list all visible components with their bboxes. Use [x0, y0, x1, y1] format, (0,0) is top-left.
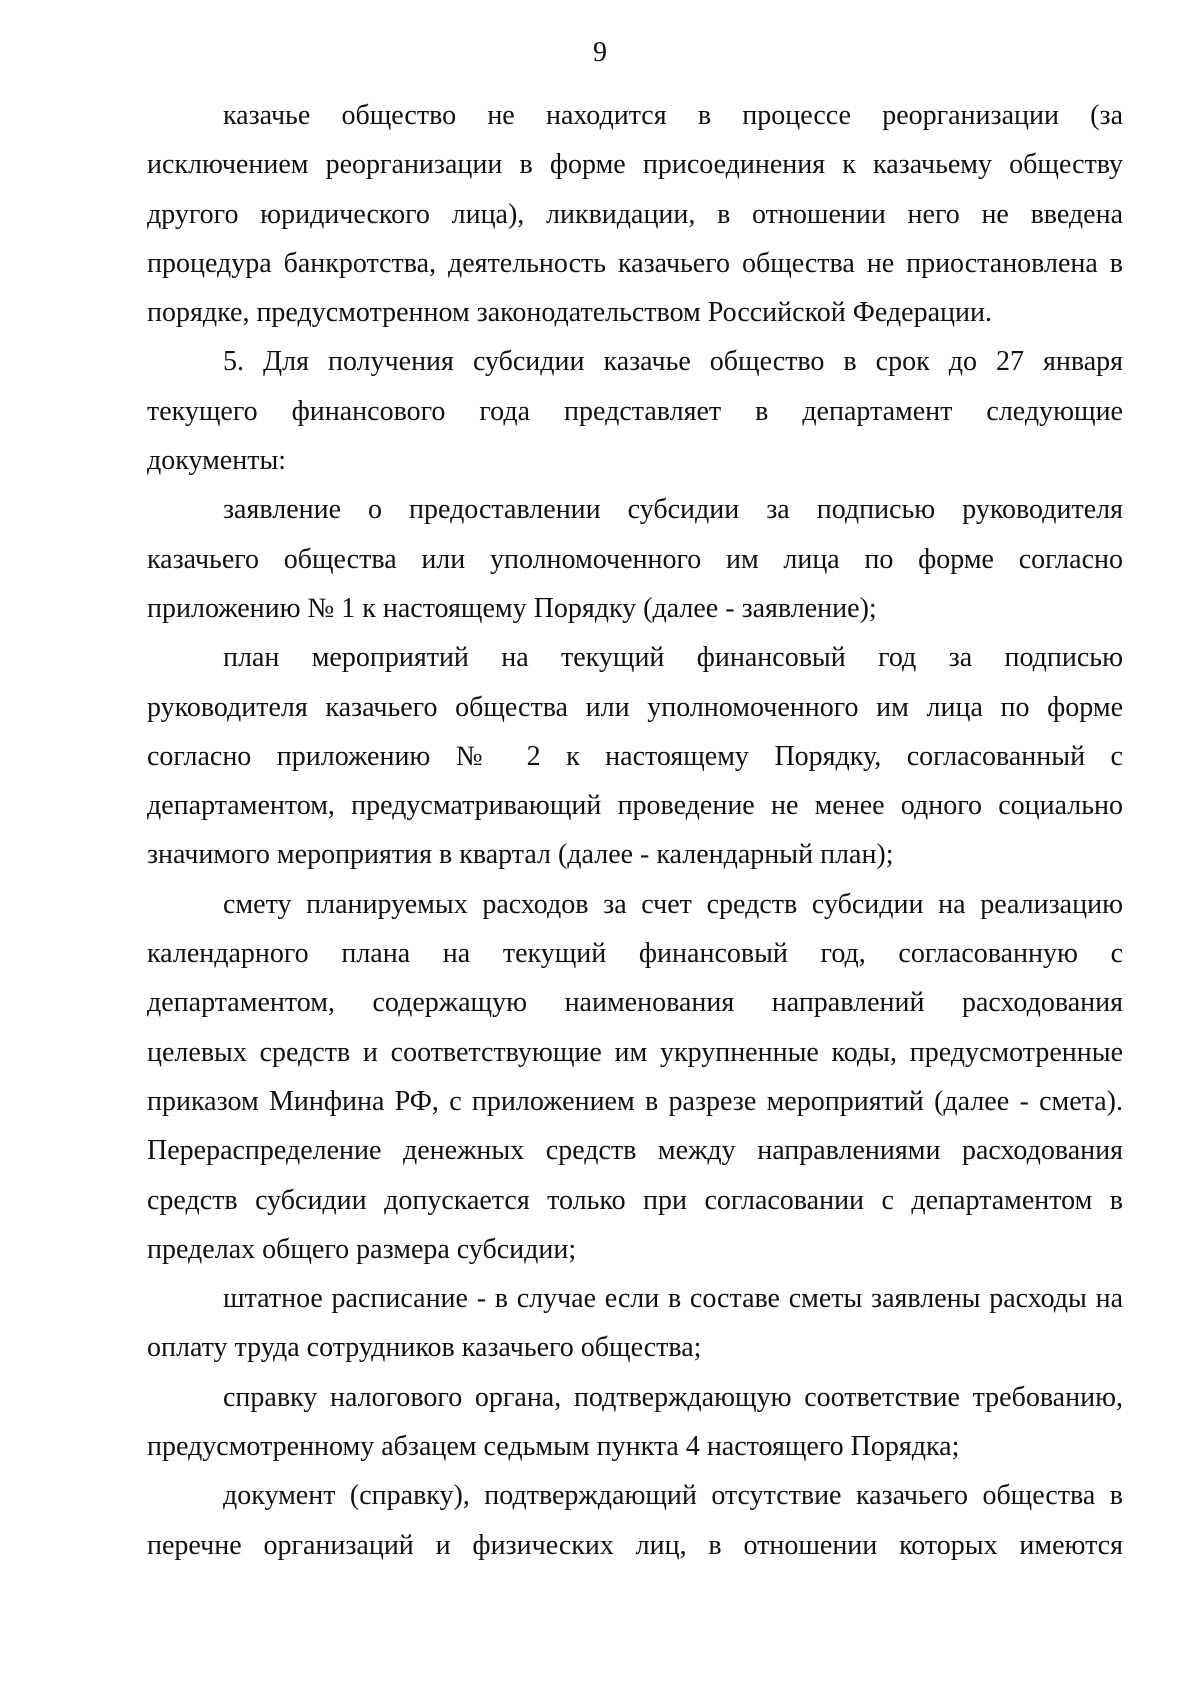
- text-line: план мероприятий на текущий финансовый год за подписью: [223, 642, 1123, 674]
- text-line: перечне организаций и физических лиц, в отношении которых имеются: [147, 1529, 1123, 1561]
- text-line: смету планируемых расходов за счет средств субсидии на реализацию: [223, 888, 1123, 920]
- text-line: календарного плана на текущий финансовый год, согласованную с: [147, 938, 1123, 970]
- text-line: казачье общество не находится в процессе реорганизации (за: [223, 100, 1123, 131]
- text-line: другого юридического лица), ликвидации, в отношении него не введена: [147, 198, 1123, 230]
- text-line: казачьего общества или уполномоченного им лица по форме согласно: [147, 543, 1123, 575]
- text-line: штатное расписание - в случае если в составе сметы заявлены расходы на: [223, 1283, 1123, 1315]
- text-line: исключением реорганизации в форме присоединения к казачьему обществу: [147, 149, 1123, 181]
- text-line: порядке, предусмотренном законодательством Российской Федерации.: [147, 297, 992, 329]
- text-line: документ (справку), подтверждающий отсутствие казачьего общества в: [223, 1480, 1123, 1512]
- text-line: департаментом, предусматривающий проведение не менее одного социально: [147, 790, 1123, 822]
- text-line: целевых средств и соответствующие им укрупненные коды, предусмотренные: [147, 1036, 1123, 1068]
- text-line: предусмотренному абзацем седьмым пункта 4 настоящего Порядка;: [147, 1431, 960, 1463]
- document-body: [147, 91, 1123, 1570]
- text-line: оплату труда сотрудников казачьего общества;: [147, 1332, 702, 1364]
- text-line: приложению № 1 к настоящему Порядку (далее - заявление);: [147, 592, 877, 624]
- text-line: Перераспределение денежных средств между направлениями расходования: [147, 1135, 1123, 1167]
- text-line: согласно приложению № 2 к настоящему Порядку, согласованный с: [147, 740, 1123, 772]
- text-line: заявление о предоставлении субсидии за подписью руководителя: [223, 494, 1123, 526]
- text-line: справку налогового органа, подтверждающую соответствие требованию,: [223, 1381, 1123, 1413]
- text-line: приказом Минфина РФ, с приложением в разрезе мероприятий (далее - смета).: [147, 1085, 1123, 1117]
- text-line: средств субсидии допускается только при согласовании с департаментом в: [147, 1184, 1123, 1216]
- text-line: процедура банкротства, деятельность казачьего общества не приостановлена в: [147, 247, 1123, 279]
- text-line: департаментом, содержащую наименования направлений расходования: [147, 987, 1123, 1019]
- text-line: 5. Для получения субсидии казачье общество в срок до 27 января: [223, 346, 1123, 378]
- text-line: документы:: [147, 445, 287, 477]
- text-line: значимого мероприятия в квартал (далее - календарный план);: [147, 839, 894, 871]
- page-number: 9: [593, 37, 607, 68]
- text-line: руководителя казачьего общества или уполномоченного им лица по форме: [147, 691, 1123, 723]
- text-line: пределах общего размера субсидии;: [147, 1233, 577, 1265]
- text-line: текущего финансового года представляет в департамент следующие: [147, 395, 1123, 427]
